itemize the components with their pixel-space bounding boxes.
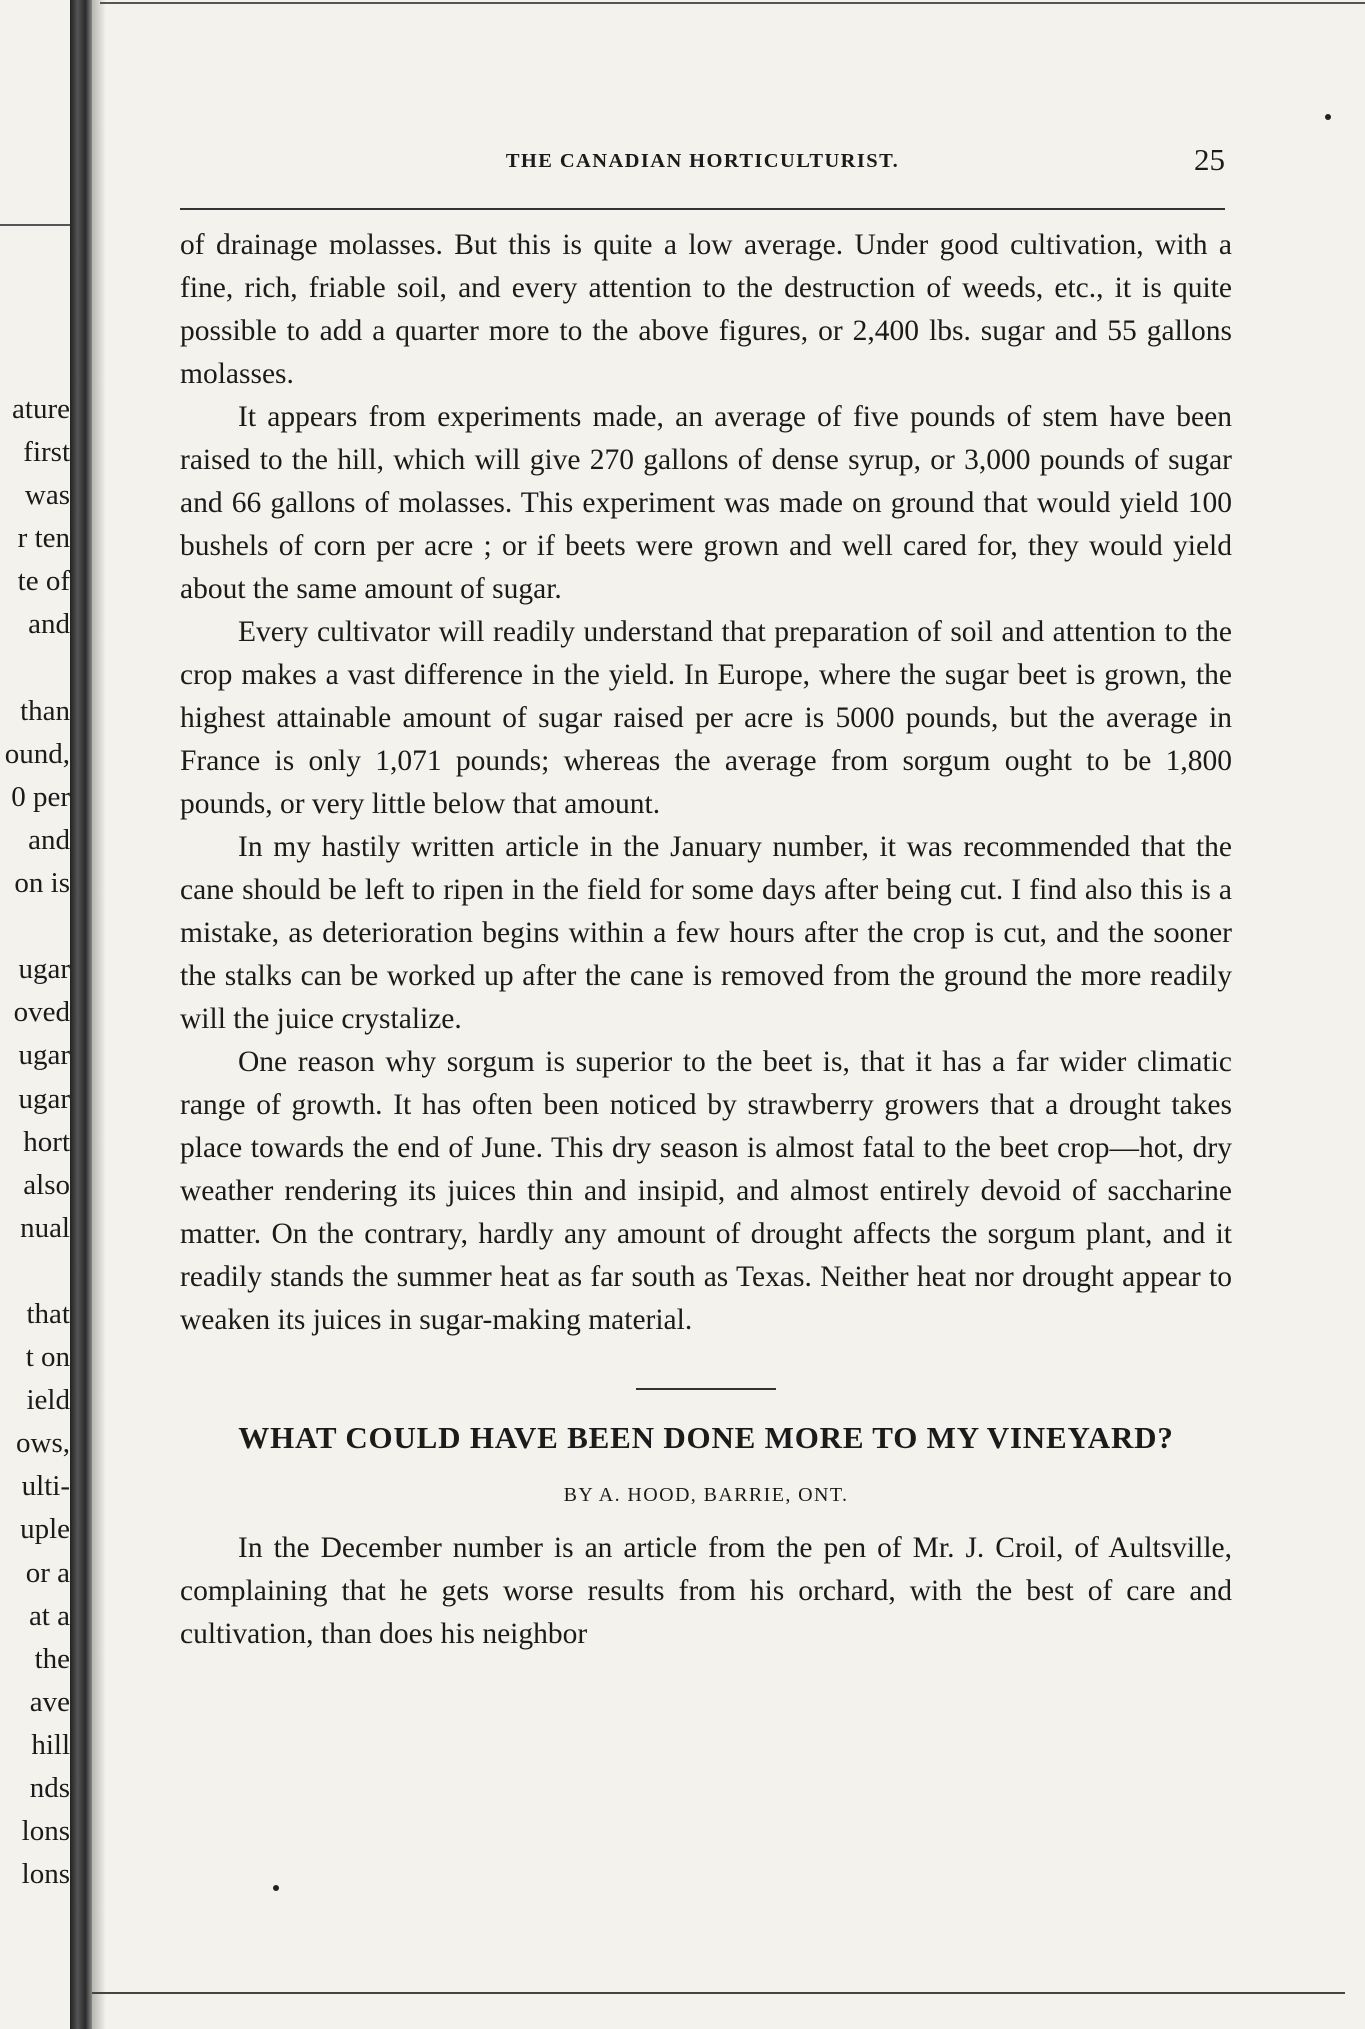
section-separator (636, 1388, 776, 1390)
left-fragment: ugar (18, 953, 70, 986)
left-fragment: t on (25, 1341, 70, 1374)
header-rule (180, 208, 1225, 210)
left-fragment: uple (20, 1513, 70, 1546)
article-byline: BY A. HOOD, BARRIE, ONT. (563, 1484, 849, 1506)
left-fragment-gap (0, 1250, 70, 1293)
left-fragment: nds (29, 1772, 70, 1804)
left-fragment: te of (17, 565, 70, 598)
speck-mark (273, 1885, 279, 1891)
left-fragment: that (26, 1297, 70, 1330)
page-top-edge (100, 2, 1365, 4)
article-paragraph: One reason why sorgum is superior to the beet is, that it has a far wider climatic range of growth. It has often been noticed by strawberry growers that a drought takes place towards the end of June. This dry season is almost fatal to the beet crop—hot, dry weather rendering its juices thin and insipid, and almost entirely devoid of saccharine matter. On the contrary, hardly any amount of drought affects the sorgum plant, and it readily stands the summer heat as far south as Texas. Neither heat nor drought appear to weaken its juices in sugar-making material. (180, 1046, 1232, 1336)
left-fragment: on is (14, 867, 70, 900)
article-paragraph: In my hastily written article in the January number, it was recommended that the cane should be left to ripen in the field for some days after being cut. I find also this is a mistake, as deterioration begins within a few hours after the crop is cut, and the sooner the stalks can be worked up after the cane is removed from the ground the more readily will the juice crystalize. (180, 831, 1232, 1035)
left-fragment: ulti- (21, 1470, 70, 1503)
left-fragment: ugar (18, 1039, 70, 1072)
left-fragment: lons (21, 1858, 70, 1891)
gutter-shadow (92, 0, 106, 2029)
left-fragment: ave (29, 1685, 70, 1718)
left-fragment: lons (21, 1815, 70, 1848)
left-page-fragments (0, 388, 70, 1896)
article-paragraph: of drainage molasses. But this is quite a low average. Under good cultivation, with a fine, rich, friable soil, and every attention to the destruction of weeds, etc., it is quite possible to add a quarter more to the above figures, or 2,400 lbs. sugar and 55 gallons molasses. (180, 229, 1232, 390)
left-fragment-gap (0, 647, 70, 690)
left-fragment: ugar (18, 1082, 70, 1115)
left-fragment: r ten (17, 522, 70, 555)
left-page-rule (0, 224, 70, 226)
speck-mark (1325, 114, 1331, 120)
article-title: WHAT COULD HAVE BEEN DONE MORE TO MY VINEYARD? (238, 1420, 1174, 1455)
left-fragment: ature (12, 393, 70, 425)
left-fragment: the (34, 1642, 70, 1675)
article-paragraph: In the December number is an article from the pen of Mr. J. Croil, of Aultsville, complaining that he gets worse results from his orchard, with the best of care and cultivation, than does his neighbor (180, 1532, 1232, 1650)
left-fragment: oved (13, 996, 70, 1029)
left-fragment: also (23, 1168, 70, 1201)
page-bottom-edge (92, 1992, 1345, 1994)
page-header (180, 142, 1225, 177)
left-fragment: nual (20, 1211, 70, 1244)
left-fragment: at a (28, 1599, 70, 1632)
left-fragment: was (24, 479, 70, 512)
left-fragment: ows, (16, 1427, 70, 1460)
left-fragment: ield (26, 1384, 70, 1417)
left-fragment: hill (31, 1728, 70, 1761)
article-paragraph: Every cultivator will readily understand that preparation of soil and attention to the crop makes a vast difference in the yield. In Europe, where the sugar beet is grown, the highest attainable amount of sugar raised per acre is 5000 pounds, but the average in France is only 1,071 pounds; whereas the average from sorgum ought to be 1,800 pounds, or very little below that amount. (180, 616, 1232, 820)
left-fragment-gap (0, 905, 70, 948)
running-head: THE CANADIAN HORTICULTURIST. (505, 150, 900, 172)
book-binding (70, 0, 92, 2029)
left-fragment: first (23, 436, 70, 469)
main-text-column (180, 224, 1232, 1656)
left-fragment: or a (25, 1556, 70, 1589)
article-paragraph: It appears from experiments made, an average of five pounds of stem have been raised to the hill, which will give 270 gallons of dense syrup, or 3,000 pounds of sugar and 66 gallons of molasses. This experiment was made on ground that would yield 100 bushels of corn per acre ; or if beets were grown and well cared for, they would yield about the same amount of sugar. (180, 401, 1232, 605)
left-fragment: and (28, 823, 70, 856)
left-fragment: hort (23, 1125, 70, 1158)
left-fragment: ound, (4, 737, 70, 770)
page-number: 25 (1194, 142, 1225, 177)
left-fragment: and (28, 608, 70, 641)
left-fragment: than (20, 694, 70, 727)
left-fragment: 0 per (11, 780, 70, 813)
